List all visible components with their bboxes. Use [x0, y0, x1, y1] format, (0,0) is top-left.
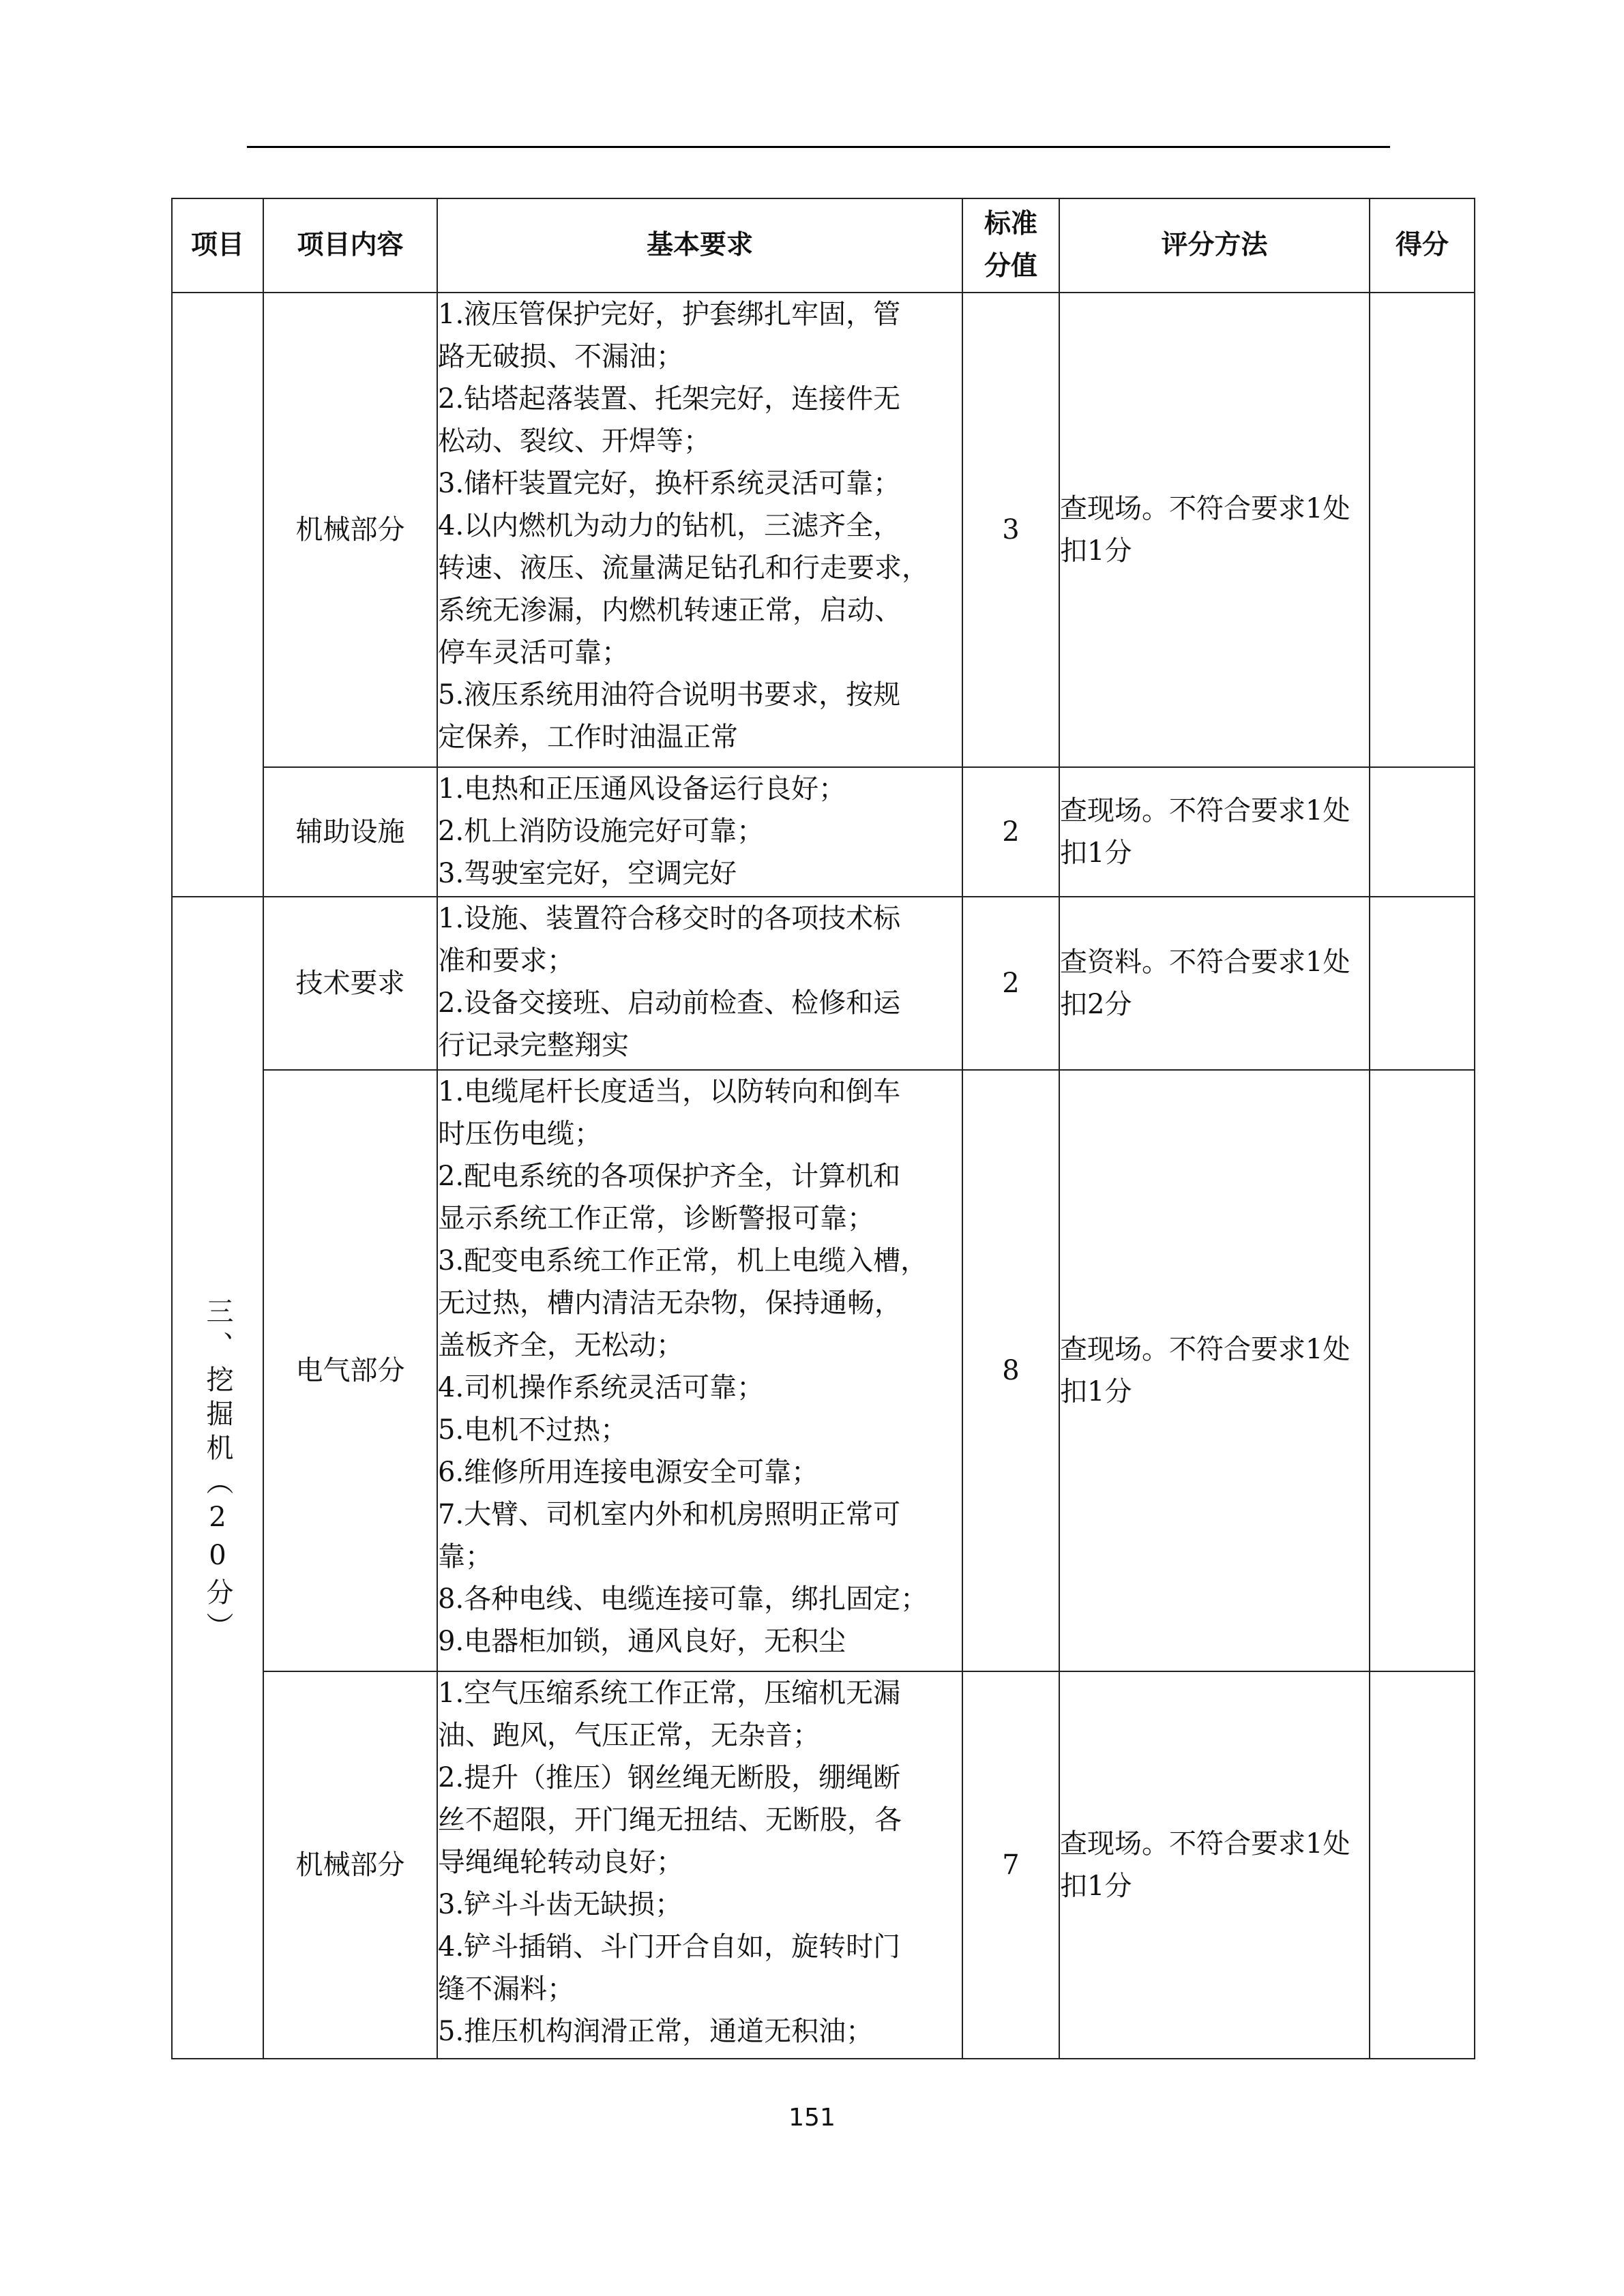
table-row: [172, 1671, 1475, 2059]
requirement-line: 8.各种电线、电缆连接可靠，绑扎固定；: [438, 1583, 928, 1615]
header-requirements: 基本要求: [437, 198, 962, 293]
standard-score-cell: 3: [962, 293, 1059, 767]
requirement-line: 4.以内燃机为动力的钻机，三滤齐全，: [438, 510, 901, 541]
header-score: 得分: [1370, 198, 1475, 293]
requirement-line: 转速、液压、流量满足钻孔和行走要求，: [438, 552, 929, 584]
requirement-line: 5.液压系统用油符合说明书要求，按规: [438, 679, 901, 711]
requirement-line: 5.推压机构润滑正常，通道无积油；: [438, 2016, 874, 2047]
requirement-line: 3.配变电系统工作正常，机上电缆入槽，: [438, 1245, 928, 1277]
requirement-line: 定保养，工作时油温正常: [438, 721, 738, 753]
requirement-line: 显示系统工作正常，诊断警报可靠；: [438, 1203, 874, 1234]
requirement-line: 9.电器柜加锁，通风良好，无积尘: [438, 1626, 846, 1657]
requirement-line: 导绳绳轮转动良好；: [438, 1847, 683, 1878]
standard-score-cell: 2: [962, 897, 1059, 1070]
score-cell: [1370, 767, 1475, 897]
requirement-line: 3.铲斗斗齿无缺损；: [438, 1889, 683, 1920]
header-project: 项目: [172, 198, 263, 293]
requirement-line: 1.电缆尾杆长度适当，以防转向和倒车: [438, 1076, 901, 1107]
content-cell: 电气部分: [263, 1070, 437, 1671]
requirement-line: 靠；: [438, 1541, 492, 1572]
page-number: 151: [788, 2104, 836, 2132]
requirements-cell: [437, 1070, 962, 1671]
requirement-line: 行记录完整翔实: [438, 1030, 629, 1061]
standard-score-cell: 8: [962, 1070, 1059, 1671]
requirement-line: 油、跑风，气压正常，无杂音；: [438, 1720, 820, 1751]
content-cell: 机械部分: [263, 1671, 437, 2059]
requirement-line: 停车灵活可靠；: [438, 637, 629, 668]
header-rule: [247, 146, 1390, 148]
requirement-line: 2.提升（推压）钢丝绳无断股，绷绳断: [438, 1762, 901, 1793]
requirement-line: 2.设备交接班、启动前检查、检修和运: [438, 987, 901, 1019]
requirement-line: 4.铲斗插销、斗门开合自如，旋转时门: [438, 1931, 901, 1963]
content-cell: 技术要求: [263, 897, 437, 1070]
requirement-line: 丝不超限，开门绳无扭结、无断股，各: [438, 1804, 902, 1836]
score-cell: [1370, 293, 1475, 767]
header-method: 评分方法: [1059, 198, 1370, 293]
requirement-line: 路无破损、不漏油；: [438, 341, 683, 372]
requirement-line: 1.设施、装置符合移交时的各项技术标: [438, 903, 901, 934]
score-cell: [1370, 897, 1475, 1070]
requirement-line: 4.司机操作系统灵活可靠；: [438, 1372, 765, 1403]
requirements-cell: [437, 767, 962, 897]
requirement-line: 准和要求；: [438, 945, 574, 976]
project-cell-previous: [172, 293, 263, 897]
requirement-line: 2.配电系统的各项保护齐全，计算机和: [438, 1161, 901, 1192]
standard-score-cell: 7: [962, 1671, 1059, 2059]
requirement-line: 3.驾驶室完好，空调完好: [438, 858, 737, 889]
scoring-table: [171, 198, 1475, 2059]
requirement-line: 无过热，槽内清洁无杂物，保持通畅，: [438, 1287, 902, 1319]
requirement-line: 3.储杆装置完好，换杆系统灵活可靠；: [438, 468, 901, 499]
table-row: [172, 767, 1475, 897]
table-row: [172, 1070, 1475, 1671]
group-label: 三、挖掘机（20分）: [202, 1297, 233, 1646]
method-cell: 查资料。不符合要求1处扣2分: [1059, 897, 1370, 1070]
requirements-cell: [437, 897, 962, 1070]
header-standard-score: [962, 198, 1059, 293]
requirement-line: 2.机上消防设施完好可靠；: [438, 816, 765, 847]
header-content: 项目内容: [263, 198, 437, 293]
requirement-line: 盖板齐全，无松动；: [438, 1330, 683, 1361]
method-cell: 查现场。不符合要求1处扣1分: [1059, 1070, 1370, 1671]
method-cell: 查现场。不符合要求1处扣1分: [1059, 293, 1370, 767]
table-row: [172, 897, 1475, 1070]
score-cell: [1370, 1070, 1475, 1671]
requirement-line: 松动、裂纹、开焊等；: [438, 426, 711, 457]
requirement-line: 1.空气压缩系统工作正常，压缩机无漏: [438, 1678, 901, 1709]
content-cell: 辅助设施: [263, 767, 437, 897]
method-cell: 查现场。不符合要求1处扣1分: [1059, 1671, 1370, 2059]
requirements-cell: [437, 293, 962, 767]
requirement-line: 1.电热和正压通风设备运行良好；: [438, 773, 846, 805]
project-cell-excavator: [172, 897, 263, 2059]
header-standard-score-label: 标准分值: [984, 209, 1037, 282]
content-cell: 机械部分: [263, 293, 437, 767]
requirement-line: 2.钻塔起落装置、托架完好，连接件无: [438, 383, 901, 415]
method-cell: 查现场。不符合要求1处扣1分: [1059, 767, 1370, 897]
requirement-line: 1.液压管保护完好，护套绑扎牢固，管: [438, 299, 901, 330]
requirement-line: 缝不漏料；: [438, 1973, 574, 2005]
requirement-line: 系统无渗漏，内燃机转速正常，启动、: [438, 595, 902, 626]
requirement-line: 5.电机不过热；: [438, 1414, 628, 1446]
requirements-cell: [437, 1671, 962, 2059]
table-row: [172, 293, 1475, 767]
table-header-row: [172, 198, 1475, 293]
score-cell: [1370, 1671, 1475, 2059]
requirement-line: 6.维修所用连接电源安全可靠；: [438, 1457, 819, 1488]
standard-score-cell: 2: [962, 767, 1059, 897]
requirement-line: 时压伤电缆；: [438, 1118, 602, 1150]
requirement-line: 7.大臂、司机室内外和机房照明正常可: [438, 1499, 901, 1530]
